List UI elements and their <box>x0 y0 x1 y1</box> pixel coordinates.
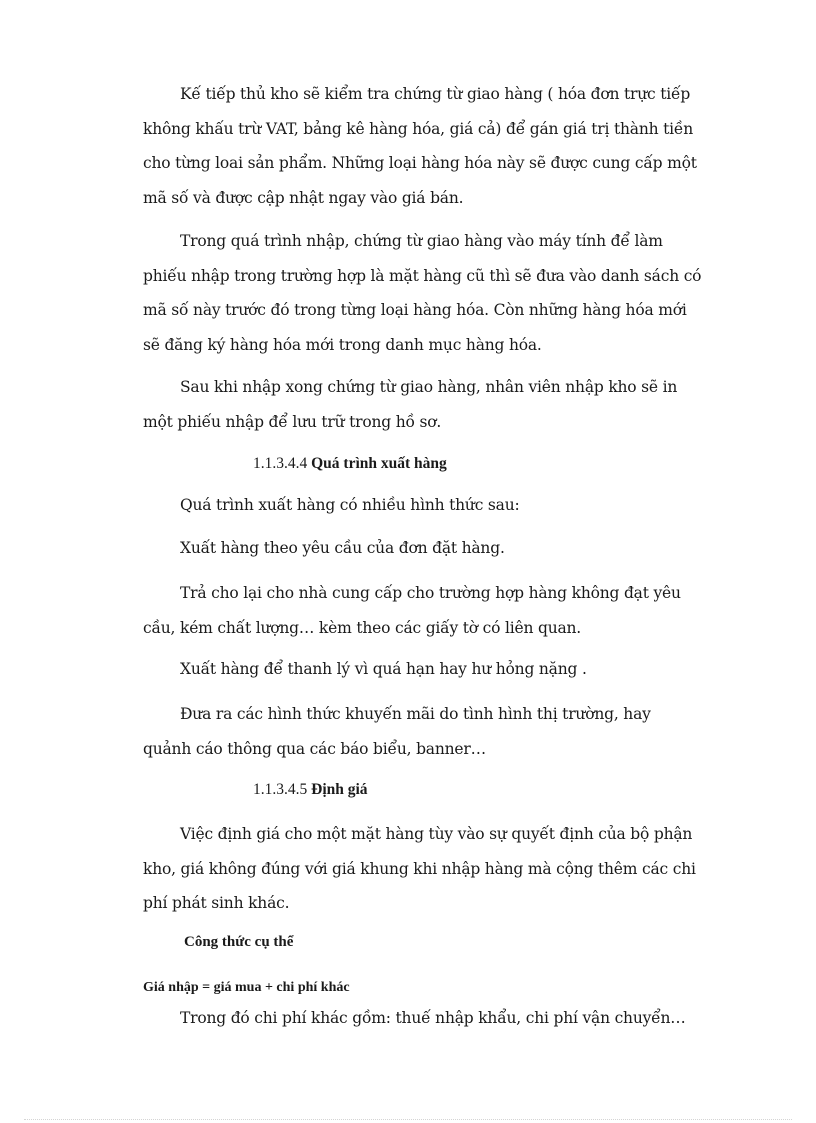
paragraph-export-forms: Quá trình xuất hàng có nhiều hình thức sau: <box>180 496 520 514</box>
paragraph-other-costs: Trong đó chi phí khác gồm: thuế nhập khẩu, chi phí vận chuyển… <box>180 1009 686 1027</box>
section-heading-pricing <box>253 781 368 799</box>
section-title: Định giá <box>311 781 368 798</box>
section-title: Quá trình xuất hàng <box>311 455 447 472</box>
paragraph-promotion: Đưa ra các hình thức khuyến mãi do tình hình thị trường, hay quảnh cáo thông qua các báo biểu, banner… <box>143 705 651 758</box>
section-heading-export <box>253 455 447 473</box>
section-number: 1.1.3.4.4 <box>253 455 308 472</box>
paragraph-import-entry: Trong quá trình nhập, chứng từ giao hàng vào máy tính để làm phiếu nhập trong trường hợp là mặt hàng cũ thì sẽ đưa vào danh sách có mã số này trước đó trong từng loại hàng hóa. Còn những hàng hóa mới sẽ đăng ký hàng hóa mới trong danh mục hàng hóa. <box>143 232 702 354</box>
paragraph-pricing: Việc định giá cho một mặt hàng tùy vào sự quyết định của bộ phận kho, giá không đúng với giá khung khi nhập hàng mà cộng thêm các chi phí phát sinh khác. <box>143 825 696 912</box>
page-footer-rule <box>24 1119 792 1120</box>
paragraph-receipt-check: Kế tiếp thủ kho sẽ kiểm tra chứng từ giao hàng ( hóa đơn trực tiếp không khấu trừ VAT, bảng kê hàng hóa, giá cả) để gán giá trị thành tiền cho từng loai sản phẩm. Những loại hàng hóa này sẽ được cung cấp một mã số và được cập nhật ngay vào giá bán. <box>143 85 697 207</box>
paragraph-export-order: Xuất hàng theo yêu cầu của đơn đặt hàng. <box>180 539 505 557</box>
section-number: 1.1.3.4.5 <box>253 781 308 798</box>
formula-text: Giá nhập = giá mua + chi phí khác <box>143 980 350 995</box>
paragraph-liquidation: Xuất hàng để thanh lý vì quá hạn hay hư hỏng nặng . <box>180 660 587 678</box>
paragraph-return-supplier: Trả cho lại cho nhà cung cấp cho trường hợp hàng không đạt yêu cầu, kém chất lượng… kèm theo các giấy tờ có liên quan. <box>143 584 681 637</box>
formula-heading: Công thức cụ thể <box>184 934 294 950</box>
paragraph-print-receipt: Sau khi nhập xong chứng từ giao hàng, nhân viên nhập kho sẽ in một phiếu nhập để lưu trữ trong hồ sơ. <box>143 378 678 431</box>
